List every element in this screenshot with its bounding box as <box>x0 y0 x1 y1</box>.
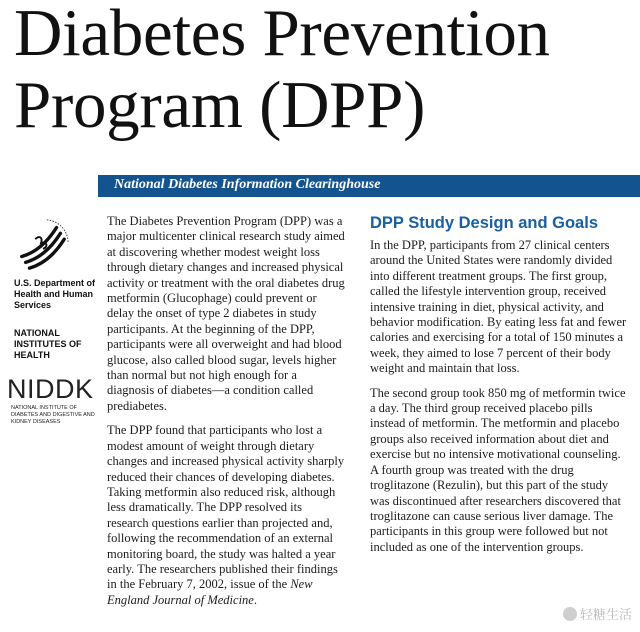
document-title-line-2: Program (DPP) <box>14 68 426 142</box>
findings-paragraph <box>107 423 345 608</box>
groups-paragraph: The second group took 850 mg of metformin twice a day. The third group received placebo pills instead of metformin. The metformin and placebo groups also received information about diet and exercise but no intensive motivational counseling. A fourth group was treated with the drug troglitazone (Rezulin), but this part of the study was discontinued after researchers discovered that troglitazone can cause serious liver damage. The participants in this group were followed but not included as one of the intervention groups. <box>370 385 626 554</box>
intro-paragraph: The Diabetes Prevention Program (DPP) was a major multicenter clinical research study aimed at discovering whether modest weight loss through dietary changes and increased physical activity or treatment with the oral diabetes drug metformin (Glucophage) could prevent or delay the onset of type 2 diabetes in study participants. At the beginning of the DPP, participants were all overweight and had blood glucose, also called blood sugar, levels higher than normal but not high enough for a diagnosis of diabetes—a condition called prediabetes. <box>107 214 345 413</box>
hhs-name: U.S. Department of Health and Human Services <box>14 278 96 310</box>
findings-end: . <box>253 592 257 607</box>
journal-name: New England Journal of Medicine <box>107 577 313 607</box>
clearinghouse-banner <box>98 175 640 197</box>
hhs-eagle-seal-icon <box>14 214 72 272</box>
wechat-icon <box>563 607 577 621</box>
watermark-text: 轻糖生活 <box>579 608 632 623</box>
banner-text: National Diabetes Information Clearinghouse <box>114 177 381 192</box>
nih-name: NATIONAL INSTITUTES OF HEALTH <box>14 328 82 360</box>
left-column <box>107 214 345 608</box>
right-column <box>370 214 628 555</box>
findings-text: The DPP found that participants who lost a modest amount of weight through dietary changes and increased physical activity sharply reduced their chances of developing diabetes. Taking metformin also reduced risk, although less dramatically. The DPP resolved its research questions earlier than projected and, following the recommendation of an external monitoring board, the study was halted a year early. The researchers published their findings in the February 7, 2002, issue of the <box>107 423 345 592</box>
watermark <box>563 604 632 623</box>
niddk-full-name: NATIONAL INSTITUTE OF DIABETES AND DIGESTIVE AND KIDNEY DISEASES <box>11 405 95 425</box>
section-heading: DPP Study Design and Goals <box>370 214 598 232</box>
study-design-paragraph: In the DPP, participants from 27 clinical centers around the United States were randomly divided into different treatment groups. The first group, called the lifestyle intervention group, received intensive training in diet, physical activity, and behavior modification. By eating less fat and fewer calories and exercising for a total of 150 minutes a week, they aimed to lose 7 percent of their body weight and maintain that loss. <box>370 238 627 376</box>
document-title-line-1: Diabetes Prevention <box>14 0 550 70</box>
niddk-logo: NIDDK <box>7 374 94 404</box>
